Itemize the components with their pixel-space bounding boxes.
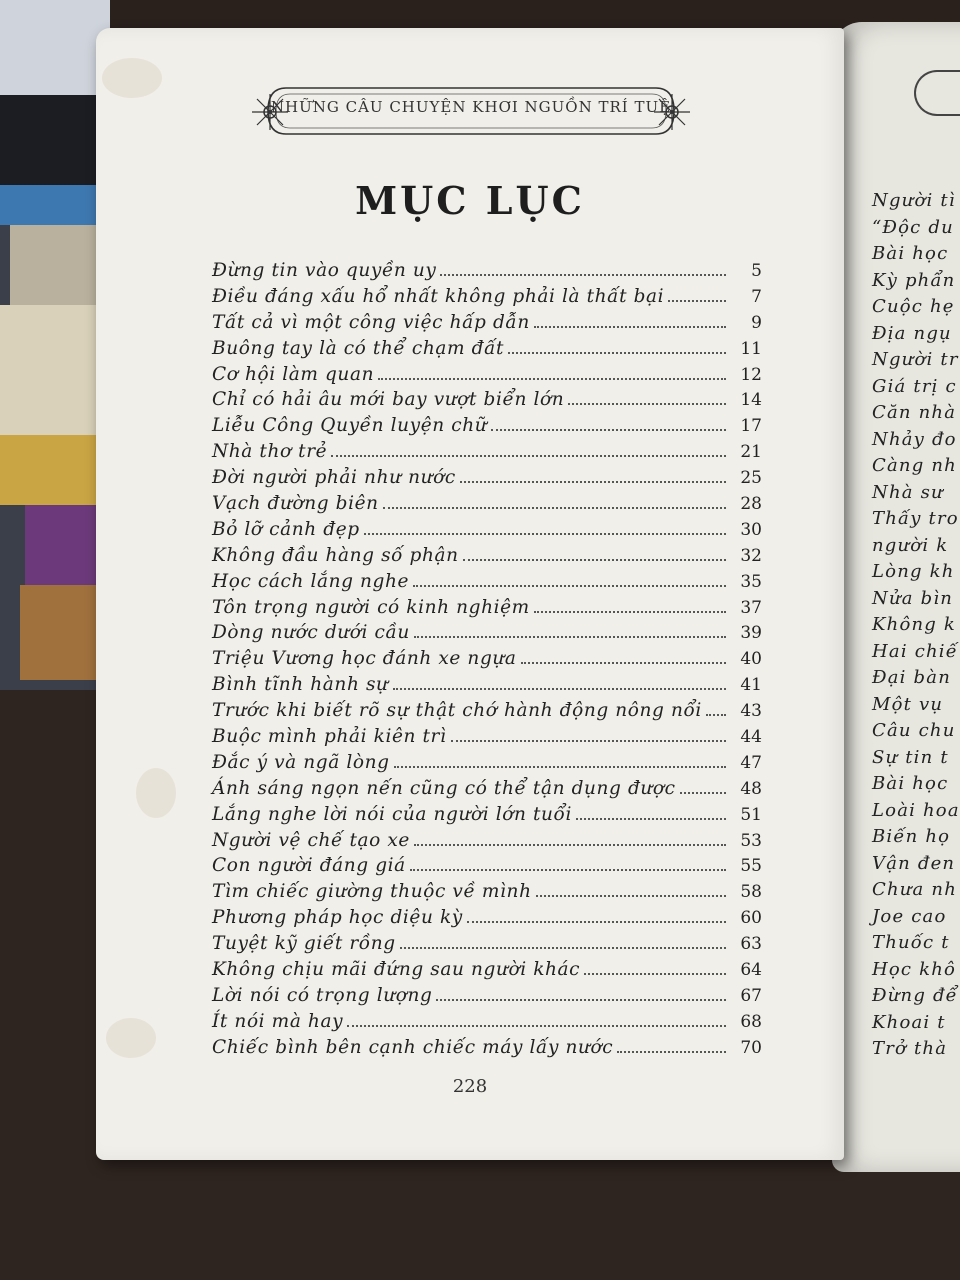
dot-leader [534,326,726,328]
toc-entry-title: Bỏ lỡ cảnh đẹp [212,518,360,540]
toc-entry-title: Người vệ chế tạo xe [212,829,410,851]
next-page-line: Nhảy đo [872,428,957,450]
next-page-line: “Độc du [872,216,954,238]
next-page-line: Thuốc t [872,932,950,953]
toc-entry-page: 70 [740,1037,762,1058]
toc-entry-page: 41 [740,675,762,696]
next-page-line: Lòng kh [872,561,955,582]
toc-entry-page: 11 [740,338,762,359]
next-page-toc-fragments [872,188,960,1063]
next-page-line: Vận đen [872,852,956,874]
dot-leader [413,585,726,587]
toc-entry [212,648,762,674]
toc-entry-page: 32 [740,545,762,566]
next-page-header-ornament [914,70,960,116]
next-page-line: Căn nhà [872,402,957,423]
toc-entry-title: Phương pháp học diệu kỳ [212,907,463,929]
toc-entry-page: 55 [740,856,762,877]
toc-entry [212,674,762,700]
dot-leader [383,507,726,509]
next-page-line: Không k [872,614,957,635]
toc-entry-title: Vạch đường biên [212,493,379,515]
toc-entry-page: 7 [751,286,762,307]
next-page-line: Một vụ [872,693,944,715]
toc-entry [212,752,762,778]
dot-leader [508,352,726,354]
running-header [256,74,686,148]
next-page-line: Câu chu [872,720,956,741]
toc-entry-title: Ánh sáng ngọn nến cũng có thể tận dụng được [212,777,676,799]
next-page-line: Chưa nh [872,879,957,900]
toc-entry-title: Không đầu hàng số phận [212,544,459,566]
toc-entry [212,312,762,338]
toc-entry-title: Dòng nước dưới cầu [212,622,410,644]
toc-entry [212,985,762,1011]
dot-leader [521,662,726,664]
next-page-line: Người tì [872,190,956,211]
dot-leader [331,455,726,457]
next-page [832,22,960,1172]
toc-entry-page: 40 [740,649,762,670]
toc-entry-title: Đắc ý và ngã lòng [212,751,390,773]
next-page-line: Đại bàn [872,667,951,688]
dot-leader [414,636,726,638]
toc-entry-title: Lắng nghe lời nói của người lớn tuổi [212,803,572,825]
toc-entry-title: Học cách lắng nghe [212,570,410,592]
dot-leader [568,403,726,405]
running-title: NHỮNG CÂU CHUYỆN KHƠI NGUỒN TRÍ TUỆ [270,98,672,116]
next-page-line: Thấy tro [872,508,959,529]
toc-entry-page: 21 [740,442,762,463]
toc-entry [212,622,762,648]
dot-leader [680,792,726,794]
toc-entry [212,959,762,985]
toc-entry [212,415,762,441]
dot-leader [364,533,726,535]
dot-leader [576,818,726,820]
next-page-line: Bài học [872,773,949,794]
toc-entry-title: Con người đáng giá [212,855,406,877]
dot-leader [436,999,726,1001]
toc-entry-page: 17 [740,416,762,437]
next-page-line: Đừng để [872,985,958,1006]
toc-entry [212,338,762,364]
toc-entry [212,364,762,390]
toc-entry-page: 37 [740,597,762,618]
dot-leader [463,559,726,561]
next-page-line: Cuộc hẹ [872,296,955,317]
toc-entry [212,493,762,519]
toc-entry-page: 53 [740,830,762,851]
toc-entry-title: Đời người phải như nước [212,467,456,489]
toc-entry [212,726,762,752]
toc-entry [212,389,762,415]
toc-entry-page: 63 [740,934,762,955]
next-page-line: Học khô [872,958,957,980]
toc-entry-title: Buộc mình phải kiên trì [212,726,447,748]
toc-entry-title: Không chịu mãi đứng sau người khác [212,959,581,981]
toc-entry-title: Buông tay là có thể chạm đất [212,337,505,359]
next-page-line: Khoai t [872,1011,946,1033]
dot-leader [440,274,726,276]
toc-entry-page: 39 [740,623,762,644]
toc-entry [212,855,762,881]
toc-entry-title: Trước khi biết rõ sự thật chớ hành động nông nổi [212,700,702,722]
toc-entry [212,571,762,597]
toc-entry-page: 5 [751,261,762,281]
next-page-line: Trở thà [872,1038,948,1059]
toc-entry-page: 48 [740,778,762,799]
next-page-line: Địa ngụ [872,322,952,344]
dot-leader [451,740,726,742]
toc-entry-page: 64 [740,960,762,981]
toc-entry-page: 68 [740,1011,762,1032]
dot-leader [536,895,726,897]
next-page-line: Hai chiế [872,640,959,662]
dot-leader [534,611,726,613]
next-page-line: Người tr [872,349,959,370]
dot-leader [378,378,726,380]
toc-entry [212,286,762,312]
toc-entry-title: Điều đáng xấu hổ nhất không phải là thất bại [212,285,665,307]
dot-leader [491,429,726,431]
toc-entry-title: Ít nói mà hay [212,1010,344,1032]
toc-entry-title: Tôn trọng người có kinh nghiệm [212,596,530,618]
next-page-line: Giá trị c [872,375,957,397]
toc-entry-page: 12 [740,364,762,385]
next-page-line: Biến họ [872,826,951,847]
toc-entry-title: Lời nói có trọng lượng [212,984,433,1006]
dot-leader [706,714,726,716]
next-page-line: Joe cao [872,905,947,927]
dot-leader [467,921,726,923]
next-page-line: người k [872,534,949,556]
toc-entry-title: Đừng tin vào quyền uy [212,260,437,281]
toc-entry-page: 14 [740,390,762,411]
toc-entry-title: Triệu Vương học đánh xe ngựa [212,648,517,670]
next-page-line: Bài học [872,243,949,264]
toc-entry-page: 25 [740,468,762,489]
toc-entry-title: Nhà thơ trẻ [212,441,328,463]
toc-entry-page: 43 [740,701,762,722]
toc-entry [212,1037,762,1063]
toc-entry [212,545,762,571]
toc-entry [212,519,762,545]
bookshelf-background [0,0,110,690]
toc-entry-page: 9 [751,312,762,333]
toc-entry [212,933,762,959]
dot-leader [668,300,726,302]
toc-entry-title: Chỉ có hải âu mới bay vượt biển lớn [212,389,565,411]
toc-entry-page: 47 [740,752,762,773]
next-page-line: Nửa bìn [872,587,954,609]
toc-entry-page: 60 [740,908,762,929]
page-number: 228 [452,1076,488,1097]
toc-entry [212,700,762,726]
dot-leader [584,973,726,975]
dot-leader [460,481,726,483]
toc-entry [212,881,762,907]
toc-entry [212,441,762,467]
toc-entry [212,1011,762,1037]
toc-entry-page: 58 [740,882,762,903]
dot-leader [347,1025,726,1027]
toc-entry-title: Chiếc bình bên cạnh chiếc máy lấy nước [212,1036,614,1058]
toc-entry-page: 44 [740,727,762,748]
toc-entry [212,597,762,623]
dot-leader [400,947,726,949]
dot-leader [410,869,726,871]
next-page-line: Kỳ phẩn [872,269,956,291]
book-page [96,28,844,1160]
toc-entry-page: 67 [740,985,762,1006]
toc-entry [212,778,762,804]
toc-entry-title: Liễu Công Quyền luyện chữ [212,415,488,437]
toc-entry [212,830,762,856]
toc-entry-page: 35 [740,571,762,592]
toc-entry-page: 51 [740,804,762,825]
toc-entry-title: Cơ hội làm quan [212,363,375,385]
toc-entry-title: Tìm chiếc giường thuộc về mình [212,881,532,903]
dot-leader [394,766,726,768]
toc-entry [212,467,762,493]
next-page-line: Loài hoa [872,799,960,821]
table-of-contents [212,260,762,1063]
toc-entry [212,260,762,286]
toc-entry-page: 30 [740,519,762,540]
page-title: MỤC LỤC [355,178,585,223]
dot-leader [414,844,726,846]
next-page-line: Càng nh [872,455,957,476]
toc-entry-page: 28 [740,494,762,515]
dot-leader [393,688,726,690]
toc-entry-title: Tất cả vì một công việc hấp dẫn [212,311,530,333]
toc-entry [212,907,762,933]
next-page-line: Nhà sư [872,481,944,503]
toc-entry-title: Tuyệt kỹ giết rồng [212,933,396,955]
toc-entry [212,804,762,830]
dot-leader [617,1051,726,1053]
toc-entry-title: Bình tĩnh hành sự [212,674,389,696]
next-page-line: Sự tin t [872,746,949,768]
